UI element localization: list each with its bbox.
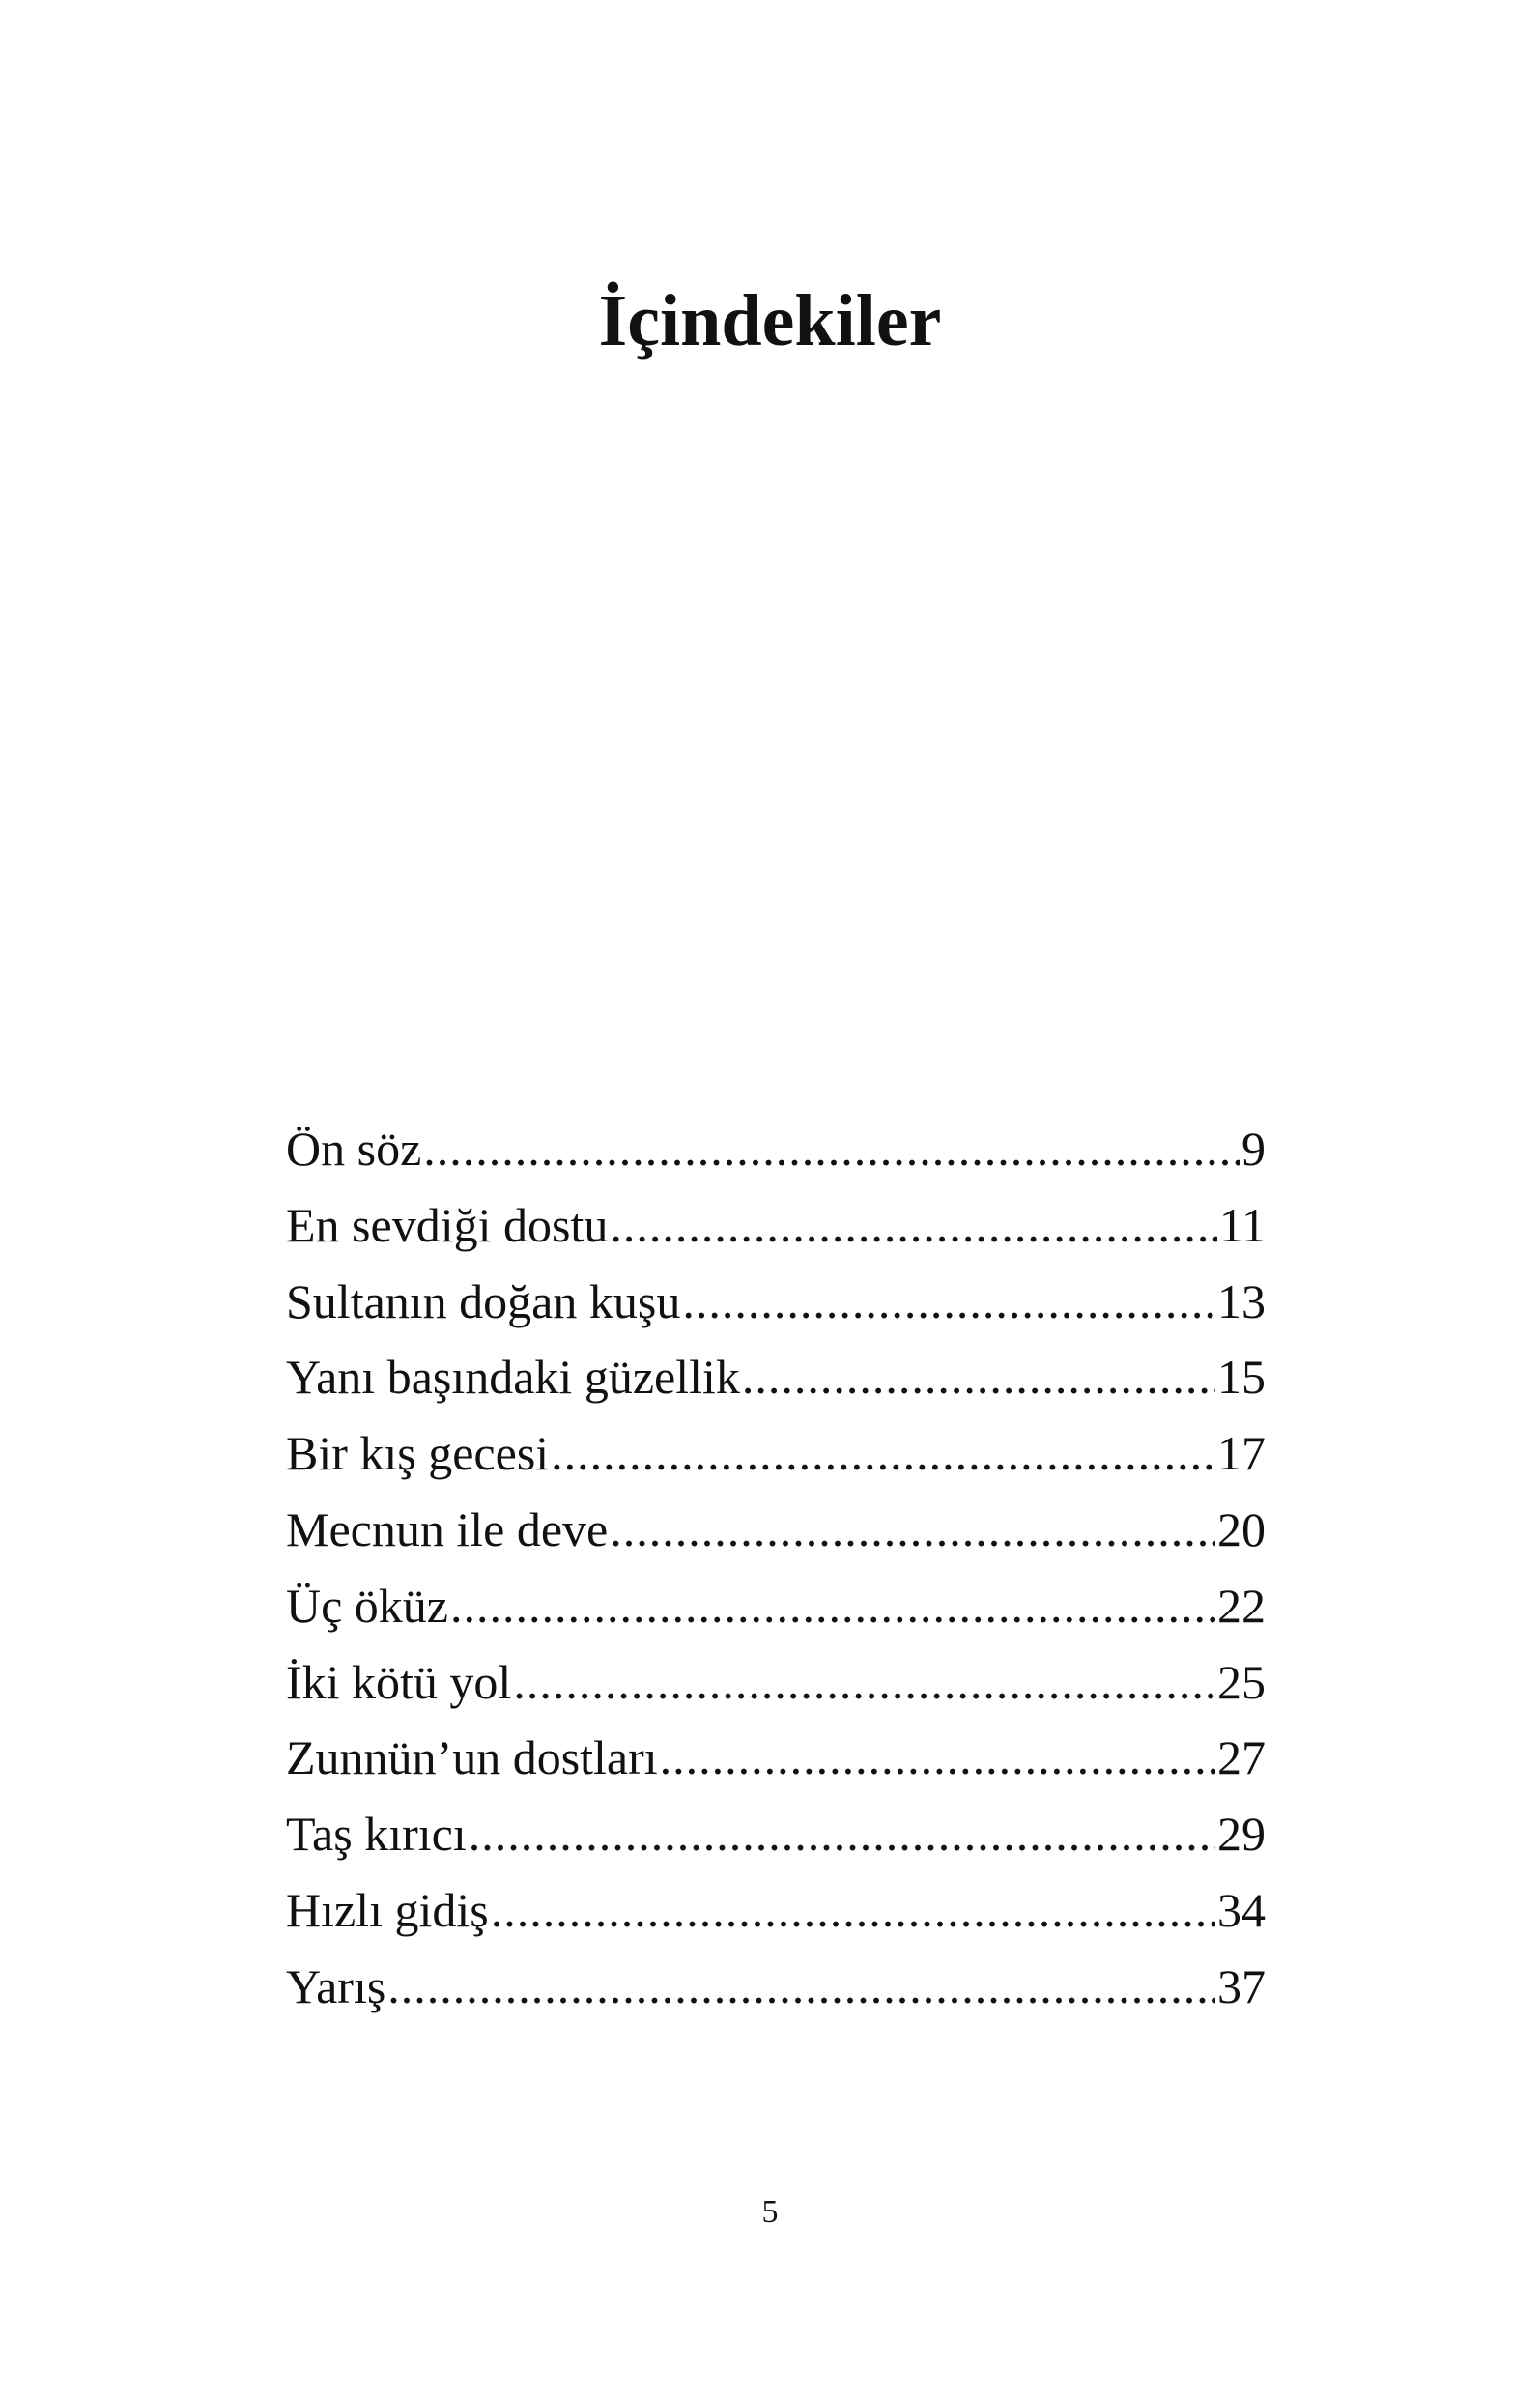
toc-entry-page: 11: [1218, 1197, 1266, 1252]
toc-entry-tas-kirici[interactable]: [286, 1796, 1266, 1872]
toc-entry-en-sevdigi-dostu[interactable]: [286, 1187, 1266, 1264]
toc-entry-title: Üç öküz: [286, 1578, 448, 1633]
dot-leader: [682, 1264, 1215, 1340]
toc-entry-page: 37: [1217, 1958, 1266, 2013]
toc-entry-on-soz[interactable]: [286, 1111, 1266, 1187]
toc-entry-page: 22: [1217, 1578, 1266, 1633]
dot-leader: [423, 1111, 1240, 1187]
toc-entry-yani-basindaki-guzellik[interactable]: [286, 1339, 1266, 1415]
toc-entry-page: 13: [1217, 1273, 1266, 1328]
toc-entry-zunnunun-dostlari[interactable]: [286, 1720, 1266, 1796]
toc-entry-page: 27: [1217, 1730, 1266, 1785]
toc-entry-hizli-gidis[interactable]: [286, 1872, 1266, 1949]
dot-leader: [660, 1720, 1215, 1796]
toc-entry-title: Taş kırıcı: [286, 1807, 467, 1862]
toc-entry-title: Hızlı gidiş: [286, 1882, 489, 1937]
dot-leader: [469, 1796, 1215, 1872]
toc-entry-page: 15: [1217, 1350, 1266, 1405]
dot-leader: [513, 1644, 1215, 1721]
toc-entry-title: En sevdiği dostu: [286, 1197, 609, 1252]
toc-entry-page: 34: [1217, 1882, 1266, 1937]
dot-leader: [742, 1339, 1215, 1415]
toc-entry-mecnun-ile-deve[interactable]: [286, 1492, 1266, 1568]
toc-entry-title: Bir kış gecesi: [286, 1426, 550, 1481]
toc-entry-sultanin-dogan-kusu[interactable]: [286, 1264, 1266, 1340]
dot-leader: [610, 1492, 1215, 1568]
dot-leader: [387, 1949, 1215, 2025]
toc-entry-page: 9: [1241, 1122, 1266, 1176]
page-title: İçindekiler: [598, 280, 942, 361]
dot-leader: [491, 1872, 1215, 1949]
toc-entry-title: Yanı başındaki güzellik: [286, 1350, 740, 1405]
toc-entry-title: Yarış: [286, 1958, 386, 2013]
toc-entry-title: Zunnün’un dostları: [286, 1730, 658, 1785]
toc-entry-yaris[interactable]: [286, 1949, 1266, 2025]
toc-entry-bir-kis-gecesi[interactable]: [286, 1415, 1266, 1492]
toc-entry-page: 25: [1217, 1654, 1266, 1709]
toc-entry-page: 20: [1217, 1501, 1266, 1556]
dot-leader: [551, 1415, 1215, 1492]
toc-entry-title: İki kötü yol: [286, 1654, 512, 1709]
page-number: 5: [761, 2194, 779, 2230]
toc-entry-iki-kotu-yol[interactable]: [286, 1644, 1266, 1721]
toc-entry-title: Ön söz: [286, 1122, 422, 1176]
table-of-contents: [286, 1111, 1266, 2025]
toc-entry-title: Sultanın doğan kuşu: [286, 1273, 681, 1328]
dot-leader: [450, 1568, 1215, 1644]
toc-entry-page: 29: [1217, 1807, 1266, 1862]
dot-leader: [610, 1187, 1217, 1264]
toc-entry-page: 17: [1217, 1426, 1266, 1481]
toc-entry-title: Mecnun ile deve: [286, 1501, 609, 1556]
toc-entry-uc-okuz[interactable]: [286, 1568, 1266, 1644]
